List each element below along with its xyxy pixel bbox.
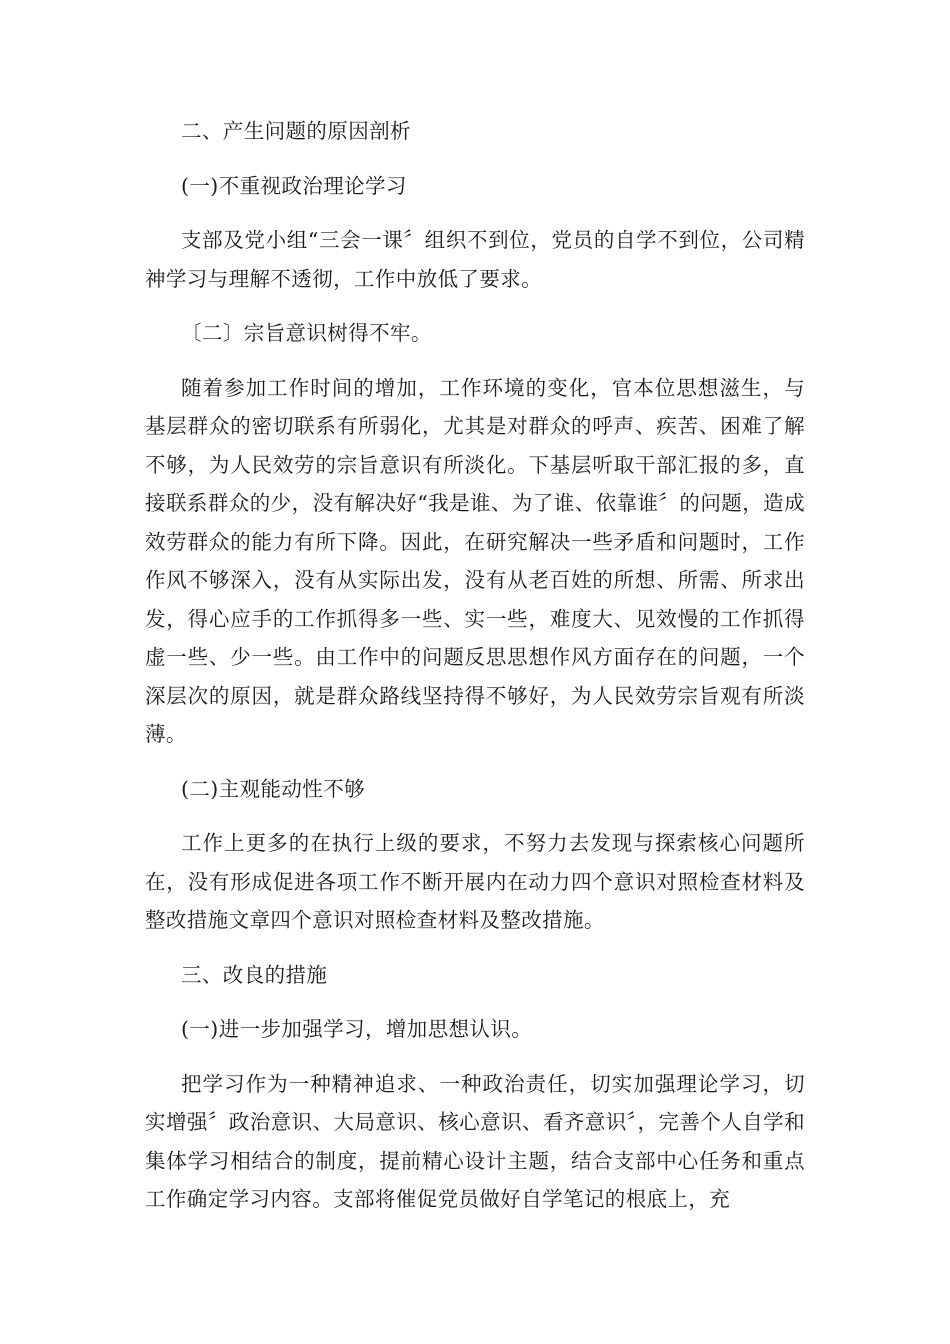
paragraph-theory-study: 支部及党小组“三会一课〞组织不到位，党员的自学不到位，公司精神学习与理解不透彻，工作中放低了要求。 <box>145 228 805 291</box>
subheading-purpose-awareness: 〔二〕宗旨意识树得不牢。 <box>181 321 432 345</box>
section-heading-causes: 二、产生问题的原因剖析 <box>181 119 411 143</box>
section-heading-measures: 三、改良的措施 <box>181 962 328 987</box>
document-body <box>145 112 805 1235</box>
subheading-theory-study: (一)不重视政治理论学习 <box>181 173 407 198</box>
paragraph-purpose-awareness: 随着参加工作时间的增加，工作环境的变化，官本位思想滋生，与基层群众的密切联系有所弱化，尤其是对群众的呼声、疾苦、困难了解不够，为人民效劳的宗旨意识有所淡化。下基层听取干部汇报的多，直接联系群众的少，没有解决好“我是谁、为了谁、依靠谁〞的问题，造成效劳群众的能力有所下降。因此，在研究解决一些矛盾和问题时，工作作风不够深入，没有从实际出发，没有从老百姓的所想、所需、所求出发，得心应手的工作抓得多一些、实一些，难度大、见效慢的工作抓得虚一些、少一些。由工作中的问题反思思想作风方面存在的问题，一个深层次的原因，就是群众路线坚持得不够好，为人民效劳宗旨观有所淡薄。 <box>145 375 805 746</box>
paragraph-strengthen-study: 把学习作为一种精神追求、一种政治责任，切实加强理论学习，切实增强〞政治意识、大局意识、核心意识、看齐意识〞，完善个人自学和集体学习相结合的制度，提前精心设计主题，结合支部中心任务和重点工作确定学习内容。支部将催促党员做好自学笔记的根底上，充 <box>145 1071 805 1211</box>
subheading-initiative: (二)主观能动性不够 <box>181 776 365 801</box>
paragraph-initiative: 工作上更多的在执行上级的要求，不努力去发现与探索核心问题所在，没有形成促进各项工作不断开展内在动力四个意识对照检查材料及整改措施文章四个意识对照检查材料及整改措施。 <box>145 831 805 932</box>
subheading-strengthen-study: (一)进一步加强学习，增加思想认识。 <box>181 1017 533 1041</box>
